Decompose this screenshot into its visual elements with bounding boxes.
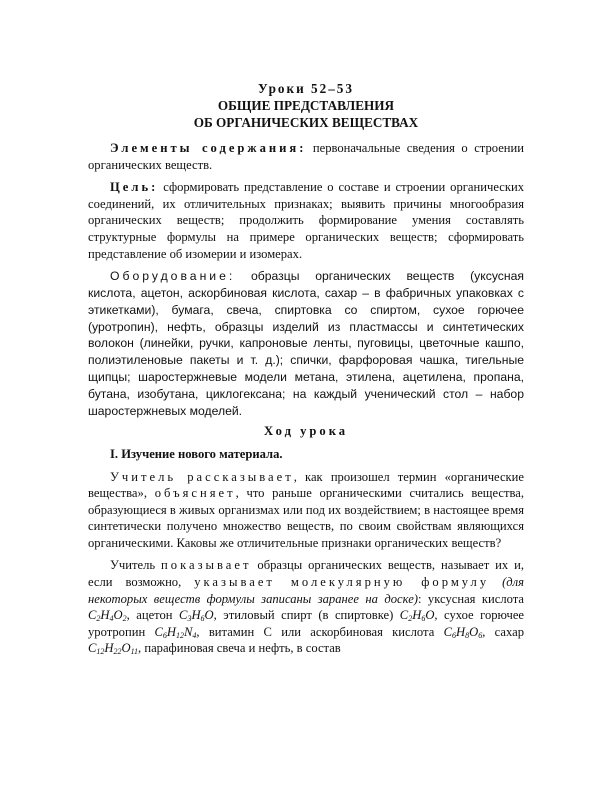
title-line-2: ОБ ОРГАНИЧЕСКИХ ВЕЩЕСТВАХ [193, 115, 419, 130]
para2-i: , этиловый спирт (в спиртовке) [213, 608, 400, 623]
course-title: Ход урока [263, 424, 349, 439]
formula-sugar: $C_{12}H_{22}O_{11}$ [88, 641, 139, 657]
para2-j: , сухое горючее уротропин [88, 608, 524, 639]
teacher-tells-paragraph [88, 469, 524, 552]
content-elements-label: Элементы содержания: [110, 141, 307, 155]
content-elements-text: первоначальные сведения о строении органических веществ. [88, 141, 525, 172]
title-line-1: ОБЩИЕ ПРЕДСТАВЛЕНИЯ [217, 98, 395, 113]
content-elements-paragraph [88, 140, 524, 173]
para2-c: образцы органических веществ, называет их и, если возможно, [88, 558, 524, 590]
lesson-heading [88, 80, 524, 131]
goal-paragraph [88, 179, 524, 262]
para2-k: , витамин С или аскорбиновая кислота [196, 624, 444, 639]
section-title: I. Изучение нового материала. [110, 446, 283, 461]
para2-l: , сахар [482, 624, 525, 639]
equipment-label: Оборудование: [110, 269, 236, 284]
formula-ethanol: $C_2H_6O$ [399, 608, 435, 624]
para1-text-a: , как произошел термин «органические вещества», [88, 469, 524, 501]
para2-h: , ацетон [126, 608, 180, 623]
para2-e [489, 575, 502, 589]
shows-label: показывает [161, 558, 252, 573]
indicates-formula-label: указывает молекулярную формулу [194, 575, 490, 590]
para2-a: Учитель [110, 558, 162, 573]
formula-acetic-acid: $C_2H_4O_2$ [88, 608, 127, 624]
para2-m: , парафиновая свеча и нефть, в состав [138, 641, 341, 656]
lessons-number: Уроки 52–53 [258, 81, 354, 96]
formula-acetone: $C_3H_6O$ [179, 608, 214, 624]
equipment-text: образцы органических веществ (уксусная кислота, ацетон, аскорбиновая кислота, сахар – в фабричных упаковках с этикетками), бумага, свеча, спиртовка со спиртом, сухое горючее (уротропин), нефть, образцы изделий из пластмассы и синтетических волокон (линейки, ручки, капроновые ленты, пуговицы, цветочные кашпо, полиэтиленовые пакеты и т. д.); спички, фарфоровая чашка, тигельные щипцы; шаростержневые модели метана, этилена, ацетилена, пропана, бутана, изобутана, циклогексана; на каждый ученический стол – набор шаростержневых моделей. [88, 269, 524, 418]
document-page [88, 80, 524, 657]
para2-g: : уксусная кислота [417, 591, 524, 606]
goal-label: Цель: [110, 180, 159, 195]
board-note: (для некоторых веществ формулы записаны заранее на доске) [88, 575, 525, 606]
formula-ascorbic-acid: $C_6H_8O_6$ [443, 624, 483, 640]
equipment-paragraph [88, 268, 524, 419]
teacher-shows-paragraph [88, 557, 524, 657]
para1-text-b: , что раньше органическими считались вещества, образующиеся в живых организмах или под их воздействием; в настоящее время синтетически получено множество веществ, по своим свойствам являющихся органическими. Каковы же отличительные признаки органических веществ? [88, 486, 525, 550]
explains-label: объясняет [154, 486, 236, 501]
teacher-tells-label: Учитель рассказывает [110, 469, 294, 484]
goal-text: сформировать представление о составе и строении органических соединений, их отличительных признаках; выявить причины многообразия органических веществ; продолжить формирование умения составлять структурные формулы на примере органических веществ; сформировать представление об изомерии и изомерах. [88, 180, 524, 261]
formula-urotropin: $C_6H_{12}N_4$ [154, 624, 197, 640]
